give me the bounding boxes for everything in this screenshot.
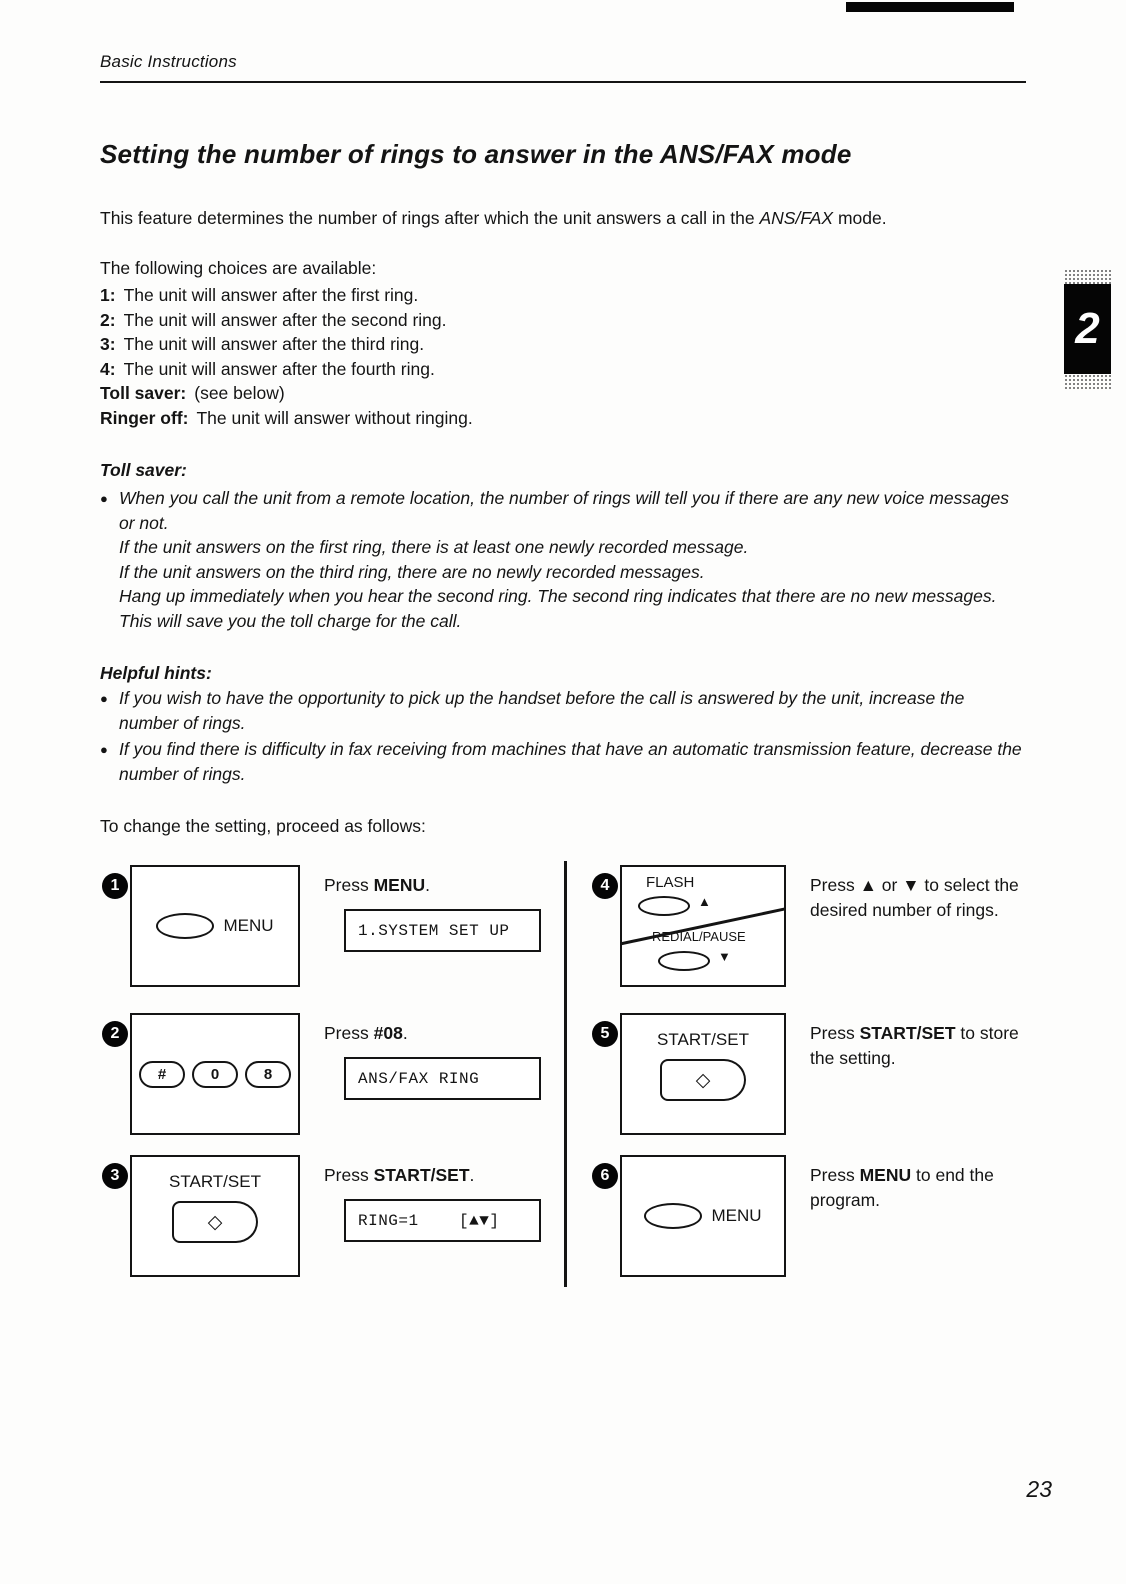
bullet-icon: ● <box>100 691 108 707</box>
up-arrow-icon: ▲ <box>698 894 711 910</box>
hash-key: # <box>139 1061 185 1088</box>
bullet-icon: ● <box>100 491 108 507</box>
breadcrumb: Basic Instructions <box>100 52 237 71</box>
hint-item: ● If you wish to have the opportunity to pick up the handset before the call is answered by the unit, increase the number of rings. <box>100 688 965 733</box>
menu-key-label: MENU <box>711 1206 762 1226</box>
column-divider <box>564 861 567 1287</box>
start-set-label: START/SET <box>169 1172 261 1192</box>
start-set-label: START/SET <box>657 1030 749 1050</box>
header-rule <box>100 81 1026 83</box>
step-3-caption: Press START/SET. <box>324 1165 475 1186</box>
keypad-panel <box>130 1013 300 1135</box>
step-number-3: 3 <box>102 1163 128 1189</box>
zero-key: 0 <box>192 1061 238 1088</box>
menu-key-label: MENU <box>223 916 274 936</box>
start-set-key-symbol: ◇ <box>695 1069 711 1091</box>
choices-heading: The following choices are available: <box>100 258 377 279</box>
keypad-keys <box>139 1061 291 1088</box>
step-2-caption: Press #08. <box>324 1023 408 1044</box>
redial-pause-key-label: REDIAL/PAUSE <box>652 929 746 945</box>
chapter-tab-stipple-top <box>1064 269 1111 284</box>
redial-pause-key <box>658 951 710 971</box>
page-number: 23 <box>1026 1476 1052 1502</box>
flash-key-label: FLASH <box>646 874 695 892</box>
toll-saver-line: If the unit answers on the third ring, there are no newly recorded messages. <box>119 561 705 582</box>
step-number-2: 2 <box>102 1021 128 1047</box>
menu-key <box>644 1203 702 1229</box>
start-set-panel <box>620 1013 786 1135</box>
top-registration-mark <box>846 2 1014 12</box>
helpful-hints-heading: Helpful hints: <box>100 663 212 684</box>
step-number-6: 6 <box>592 1163 618 1189</box>
choice-item: Ringer off: The unit will answer without ringing. <box>100 407 473 428</box>
start-set-key <box>172 1201 258 1243</box>
step-4-caption: Press ▲ or ▼ to select the desired number of rings. <box>810 875 1019 921</box>
menu-key-panel <box>620 1155 786 1277</box>
lcd-display-3: RING=1 [▲▼] <box>344 1199 541 1242</box>
chapter-tab: 2 <box>1064 284 1111 374</box>
step-number-4: 4 <box>592 873 618 899</box>
chapter-tab-stipple-bottom <box>1064 374 1111 389</box>
steps-diagram <box>100 865 1026 1315</box>
lcd-display-2: ANS/FAX RING <box>344 1057 541 1100</box>
menu-key-panel <box>130 865 300 987</box>
step-number-5: 5 <box>592 1021 618 1047</box>
choice-item: 3: The unit will answer after the third ring. <box>100 334 425 355</box>
hint-item: ● If you find there is difficulty in fax receiving from machines that have an automatic transmission feature, decrease the number of rings. <box>100 739 1022 784</box>
toll-saver-note <box>100 486 1026 633</box>
choice-item: 4: The unit will answer after the fourth ring. <box>100 358 435 379</box>
down-arrow-icon: ▼ <box>718 949 731 965</box>
toll-saver-line: When you call the unit from a remote location, the number of rings will tell you if there are any new voice messages or not. <box>119 488 1010 533</box>
choices-list <box>100 283 1026 430</box>
start-set-key-symbol: ◇ <box>207 1211 223 1233</box>
toll-saver-heading: Toll saver: <box>100 460 187 481</box>
toll-saver-line: Hang up immediately when you hear the second ring. The second ring indicates that there are no new messages. This will save you the toll charge for the call. <box>119 586 997 631</box>
eight-key: 8 <box>245 1061 291 1088</box>
arrow-keys-panel <box>620 865 786 987</box>
page-title: Setting the number of rings to answer in the ANS/FAX mode <box>100 139 852 169</box>
choice-item: 1: The unit will answer after the first ring. <box>100 285 419 306</box>
start-set-panel <box>130 1155 300 1277</box>
flash-key <box>638 896 690 916</box>
step-6-caption: Press MENU to end the program. <box>810 1165 994 1211</box>
choice-item: 2: The unit will answer after the second ring. <box>100 309 447 330</box>
proceed-paragraph: To change the setting, proceed as follows: <box>100 816 426 837</box>
step-number-1: 1 <box>102 873 128 899</box>
intro-paragraph: This feature determines the number of rings after which the unit answers a call in the ANS/FAX mode. <box>100 208 887 228</box>
choice-item: Toll saver: (see below) <box>100 383 285 404</box>
toll-saver-line: If the unit answers on the first ring, there is at least one newly recorded message. <box>119 537 749 558</box>
lcd-display-1: 1.SYSTEM SET UP <box>344 909 541 952</box>
step-5-caption: Press START/SET to store the setting. <box>810 1023 1019 1069</box>
start-set-key <box>660 1059 746 1101</box>
bullet-icon: ● <box>100 742 108 758</box>
menu-key <box>156 913 214 939</box>
step-1-caption: Press MENU. <box>324 875 431 896</box>
